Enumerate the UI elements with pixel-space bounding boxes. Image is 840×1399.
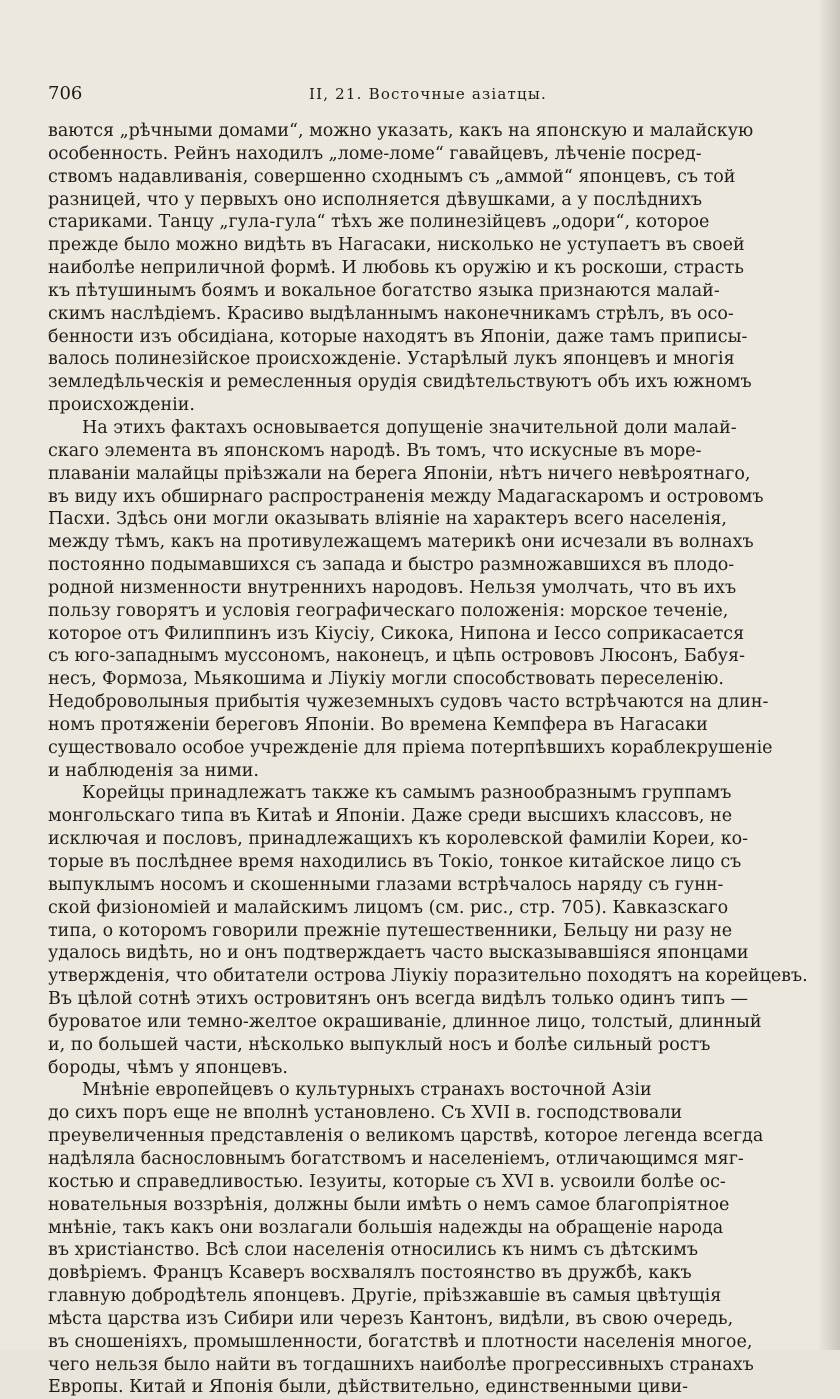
text-line: Мнѣніе европейцевъ о культурныхъ странахъ восточной Азіи: [82, 1080, 652, 1101]
text-line: новательныя воззрѣнія, должны были имѣть о немъ самое благопріятное: [48, 1194, 730, 1215]
paragraph: [48, 1079, 808, 1399]
text-line: разницей, что у первыхъ оно исполняется дѣвушками, а у послѣднихъ: [48, 189, 703, 210]
text-line: постоянно подымавшихся съ запада и быстро размножавшихся въ плодо-: [48, 555, 735, 576]
text-line: существовало особое учрежденіе для пріема потерпѣвшихъ кораблекрушеніе: [48, 737, 773, 758]
text-line: мѣста царства изъ Сибири или черезъ Кантонъ, видѣли, въ свою очередь,: [48, 1308, 734, 1329]
text-line: особенность. Рейнъ находилъ „ломе-ломе“ гавайцевъ, лѣченіе посред-: [48, 143, 702, 164]
text-line: Европы. Китай и Японія были, дѣйствительно, единственными циви-: [48, 1377, 689, 1398]
text-line: главную добродѣтель японцевъ. Другіе, пріѣзжавшіе въ самыя цвѣтущія: [48, 1286, 722, 1307]
text-line: выпуклымъ носомъ и скошенными глазами встрѣчалось наряду съ гунн-: [48, 874, 724, 895]
text-line: ствомъ надавливанія, совершенно сходнымъ съ „аммой“ японцевъ, съ той: [48, 166, 736, 187]
text-line: между тѣмъ, какъ на противулежащемъ материкѣ они исчезали въ волнахъ: [48, 532, 754, 553]
text-line: исключая и пословъ, принадлежащихъ къ королевской фамиліи Кореи, ко-: [48, 829, 749, 850]
text-line: въ христіанство. Всѣ слои населенія относились къ нимъ съ дѣтскимъ: [48, 1240, 698, 1261]
text-line: бороды, чѣмъ у японцевъ.: [48, 1057, 288, 1078]
text-line: валось полинезійское происхожденіе. Устарѣлый лукъ японцевъ и многія: [48, 349, 735, 370]
text-line: и наблюденія за ними.: [48, 760, 259, 781]
text-line: преувеличенныя представленія о великомъ царствѣ, которое легенда всегда: [48, 1126, 764, 1147]
text-line: земледѣльческія и ремесленныя орудія свидѣтельствуютъ объ ихъ южномъ: [48, 372, 752, 393]
text-line: надѣляла баснословнымъ богатствомъ и населеніемъ, отличающимся мяг-: [48, 1148, 744, 1169]
paragraph: [48, 782, 808, 1079]
text-line: Корейцы принадлежатъ также къ самымъ разнообразнымъ группамъ: [82, 783, 732, 804]
text-line: плаваніи малайцы пріѣзжали на берега Японіи, нѣтъ ничего невѣроятнаго,: [48, 463, 751, 484]
text-line: происхожденіи.: [48, 395, 195, 416]
text-line: удалось видѣть, но и онъ подтверждаетъ часто высказывавшіяся японцами: [48, 943, 749, 964]
page-header: [48, 83, 808, 109]
text-line: чего нельзя было найти въ тогдашнихъ наиболѣе прогрессивныхъ странахъ: [48, 1354, 754, 1375]
text-line: въ сношеніяхъ, промышленности, богатствѣ и плотности населенія многое,: [48, 1331, 753, 1352]
text-line: скаго элемента въ японскомъ народѣ. Въ томъ, что искусные въ море-: [48, 440, 702, 461]
text-line: номъ протяженіи береговъ Японіи. Во времена Кемпфера въ Нагасаки: [48, 714, 708, 735]
text-line: довѣріемъ. Францъ Ксаверъ восхвалялъ постоянство въ дружбѣ, какъ: [48, 1263, 692, 1284]
text-line: скимъ наслѣдіемъ. Красиво выдѣланнымъ наконечникамъ стрѣлъ, въ осо-: [48, 303, 734, 324]
text-line: утвержденія, что обитатели острова Ліукіу поразительно походятъ на корейцевъ.: [48, 966, 808, 987]
paragraph: [48, 120, 808, 417]
text-line: наиболѣе неприличной формѣ. И любовь къ оружію и къ роскоши, страсть: [48, 258, 744, 279]
text-line: ваются „рѣчными домами“, можно указать, какъ на японскую и малайскую: [48, 121, 754, 141]
running-head: II, 21. Восточные азіатцы.: [308, 85, 547, 103]
text-line: къ пѣтушинымъ боямъ и вокальное богатство языка признаются малай-: [48, 280, 720, 301]
text-line: торые въ послѣднее время находились въ Токіо, тонкое китайское лицо съ: [48, 852, 742, 872]
text-line: костью и справедливостью. Іезуиты, которые съ XVI в. усвоили болѣе ос-: [48, 1171, 726, 1192]
text-line: пользу говорятъ и условія географическаго положенія: морское теченіе,: [48, 600, 729, 621]
text-line: до сихъ поръ еще не вполнѣ установлено. Съ XVII в. господствовали: [48, 1103, 683, 1124]
body-text: [48, 120, 808, 1399]
text-line: Пасхи. Здѣсь они могли оказывать вліяніе на характеръ всего населенія,: [48, 509, 727, 530]
text-line: ской физіономіей и малайскимъ лицомъ (см. рис., стр. 705). Кавказскаго: [48, 897, 729, 918]
text-line: несъ, Формоза, Мьякошима и Ліукіу могли способствовать переселенію.: [48, 669, 724, 690]
text-line: стариками. Танцу „гула-гула“ тѣхъ же полинезійцевъ „одори“, которое: [48, 212, 710, 233]
text-line: съ юго-западнымъ муссономъ, наконецъ, и цѣпь острововъ Люсонъ, Бабуя-: [48, 646, 745, 667]
text-line: въ виду ихъ обширнаго распространенія между Мадагаскаромъ и островомъ: [48, 486, 764, 507]
text-line: На этихъ фактахъ основывается допущеніе значительной доли малай-: [82, 417, 737, 438]
text-line: Въ цѣлой сотнѣ этихъ островитянъ онъ всегда видѣлъ только одинъ типъ —: [48, 989, 749, 1010]
text-line: бенности изъ обсидіана, которые находятъ въ Японіи, даже тамъ приписы-: [48, 326, 748, 347]
text-line: и, по большей части, нѣсколько выпуклый носъ и болѣе сильный ростъ: [48, 1034, 711, 1055]
text-line: мнѣніе, такъ какъ они возлагали большія надежды на обращеніе народа: [48, 1217, 724, 1238]
text-line: прежде было можно видѣть въ Нагасаки, нисколько не уступаетъ въ своей: [48, 235, 745, 256]
text-line: типа, о которомъ говорили прежніе путешественники, Бельцу ни разу не: [48, 920, 733, 941]
text-line: родной низменности внутреннихъ народовъ. Нельзя умолчать, что въ ихъ: [48, 577, 737, 598]
text-line: Недоброволыныя прибытія чужеземныхъ судовъ часто встрѣчаются на длин-: [48, 692, 769, 713]
text-line: монгольскаго типа въ Китаѣ и Японіи. Даже среди высшихъ классовъ, не: [48, 806, 733, 827]
text-line: буроватое или темно-желтое окрашиваніе, длинное лицо, толстый, длинный: [48, 1011, 762, 1032]
page-edge-shadow: [818, 0, 840, 1350]
text-line: которое отъ Филиппинъ изъ Кіусіу, Сикока, Нипона и Іессо соприкасается: [48, 623, 745, 644]
paragraph: [48, 417, 808, 783]
page-number: 706: [48, 83, 83, 104]
